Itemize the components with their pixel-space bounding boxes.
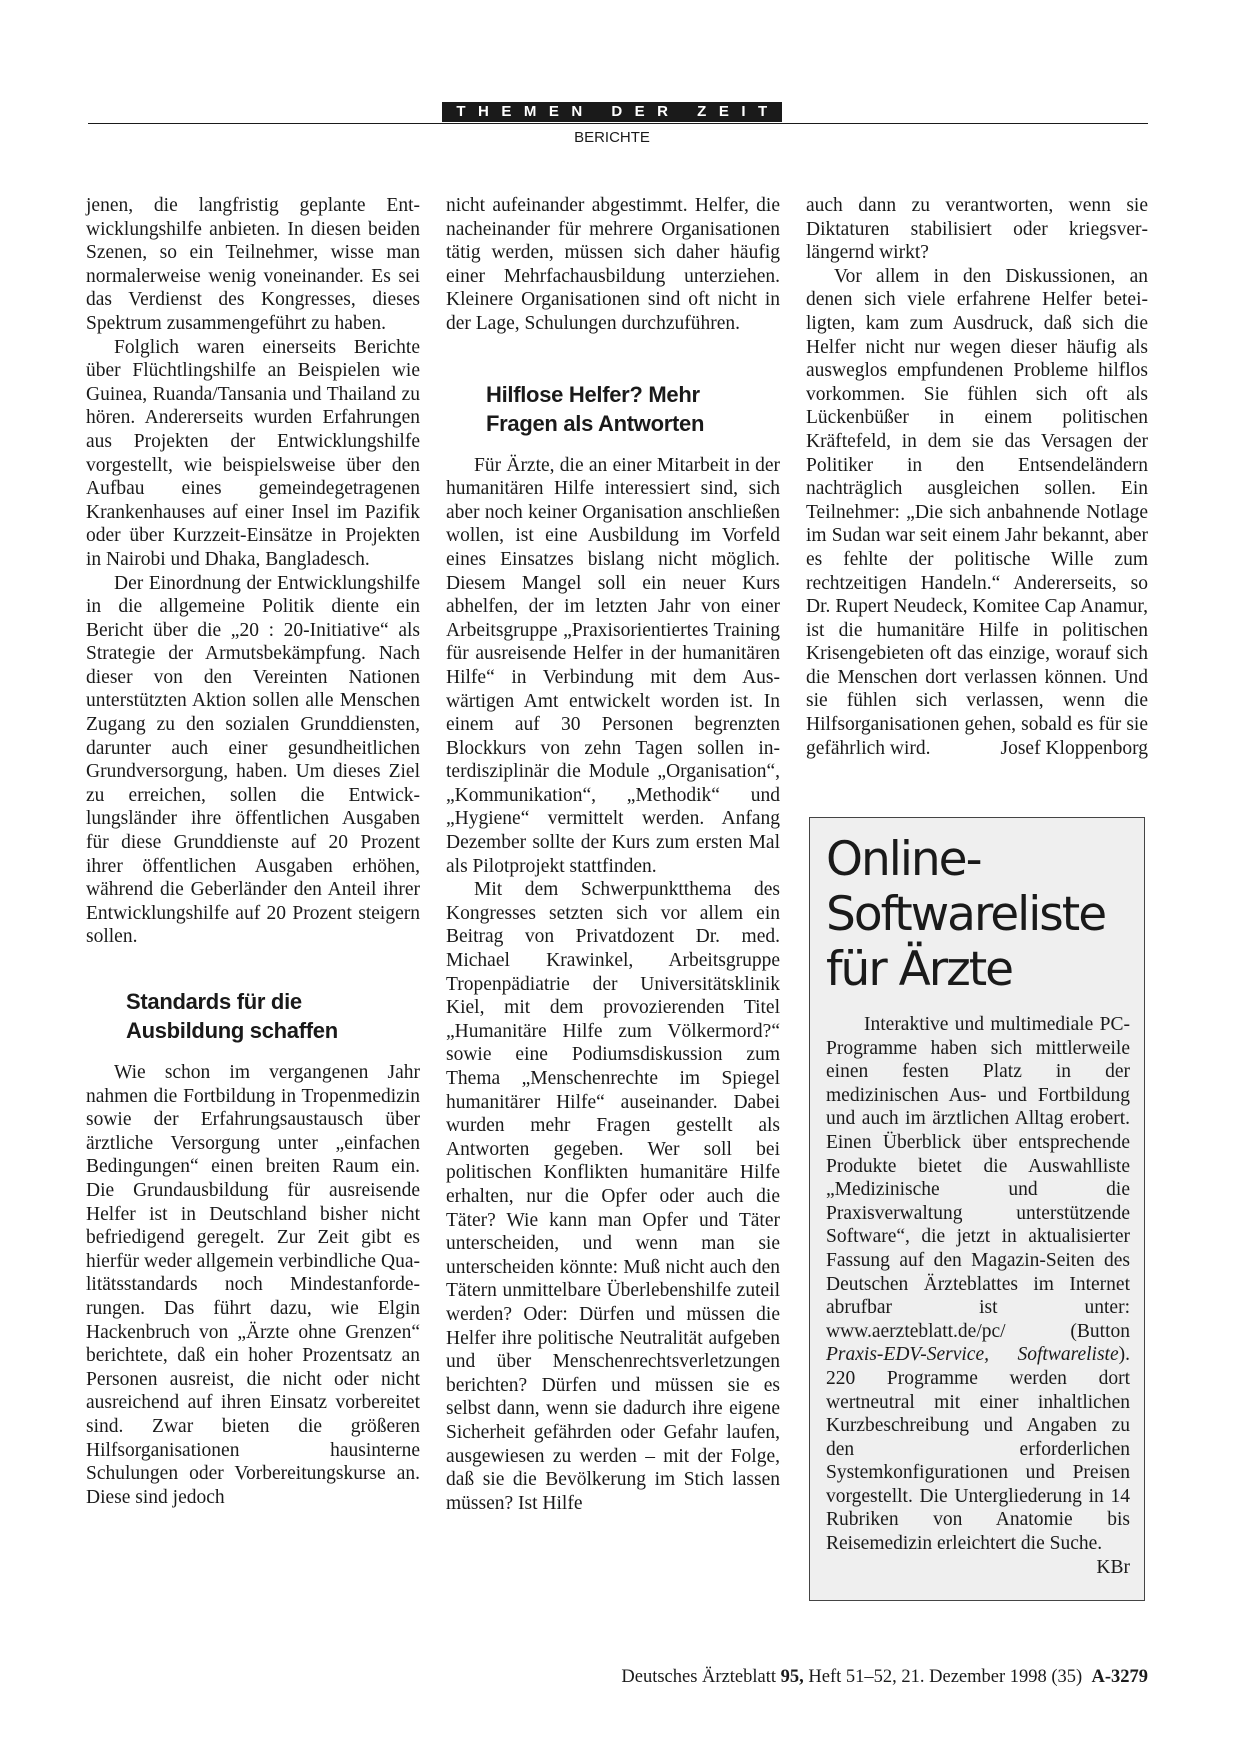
volume-number: 95, (780, 1667, 804, 1687)
author-signature: Josef Kloppenborg (1000, 737, 1148, 759)
box-title-line: für Ärzte (826, 942, 1013, 997)
box-author: KBr (1096, 1556, 1130, 1578)
column-1 (86, 194, 420, 1509)
paragraph-text: Vor allem in den Diskussionen, an denen sich viele erfahrene Helfer beteiligten, kam zum Ausdruck, daß sich die Helfer nicht nur wegen dieser häufig als ausweglos empfundenen Probleme hilflos vorkommen. Sie fühlen sich oft als Lückenbüßer in einem politischen Kräftefeld, in dem sie das Versagen der Politiker in den Entsendeländern nachträglich ausgleichen sollen. Ein Teilnehmer: „Die sich anbahnende Notlage im Sudan war seit einem Jahr bekannt, aber es fehlte der politische Wille zum rechtzeitigen Handeln.“ Andererseits, so Dr. Rupert Neudeck, Komitee Cap Anamur, ist die humanitäre Hilfe in politischen Krisengebieten oft das einzige, worauf sich die Menschen dort verlassen können. Und sie fühlen sich verlassen, wenn die Hilfsorganisationen gehen, sobald es für sie gefährlich wird. (806, 265, 1148, 759)
paragraph: Wie schon im vergangenen Jahr nahmen die Fortbildung in Tropenmedizin sowie der Erfahrungsaustausch über ärztliche Versorgung unter „einfachen Bedingungen“ einen breiten Raum ein. Die Grundausbildung für ausreisende Helfer ist in Deutschland bisher nicht befriedigend geregelt. Zur Zeit gibt es hierfür weder allgemein verbindliche Qualitätsstandards noch Mindestanforderungen. Das führt dazu, wie Elgin Hackenbruch von „Ärzte ohne Grenzen“ berichtete, daß ein hoher Prozentsatz an Personen ausreist, die nicht oder nicht ausreichend auf ihren Einsatz vorbereitet sind. Zwar bieten die größeren Hilfsorganisationen hausinterne Schulungen oder Vorbereitungskurse an. Diese sind jedoch (86, 1062, 420, 1508)
paragraph: Folglich waren einerseits Berichte über Flüchtlingshilfe an Beispielen wie Guinea, Ruanda/Tansania und Thailand zu hören. Andererseits wurden Erfahrungen aus Projekten der Entwicklungshilfe vorgestellt, wie beispielsweise über den Aufbau eines gemeindegetragenen Krankenhauses auf einer Insel im Pazifik oder über Kurzzeit-Einsätze in Projekten in Nairobi und Dhaka, Bangladesch. (86, 336, 420, 570)
box-text-italic: Praxis-EDV-Service, Softwareliste (826, 1344, 1119, 1366)
box-title-line: Online- (826, 832, 981, 887)
paragraph: Der Einordnung der Entwicklungshilfe in die allgemeine Politik diente ein Bericht über die „20 : 20-Initiative“ als Strategie der Armutsbekämpfung. Nach dieser von den Vereinten Nationen unterstützten Aktion sollen alle Menschen Zugang zu den sozialen Grunddiensten, darunter auch einer gesundheitlichen Grundversorgung, haben. Um dieses Ziel zu erreichen, sollen die Entwicklungsländer ihre öffentlichen Ausgaben für diese Grunddienste auf 20 Prozent ihrer öffentlichen Ausgaben erhöhen, während die Geberländer den Anteil ihrer Entwicklungshilfe auf 20 Prozent steigern sollen. (86, 572, 420, 948)
issue-date: Heft 51–52, 21. Dezember 1998 (35) (808, 1667, 1083, 1687)
column-3 (806, 194, 1148, 760)
subheading-hilflose-helfer (486, 380, 780, 438)
paragraph (806, 265, 1148, 760)
info-box-software-list (809, 817, 1145, 1601)
subheading-line: Standards für die (126, 989, 302, 1014)
subheading-line: Ausbildung schaffen (126, 1018, 338, 1043)
paragraph: jenen, die langfristig geplante Entwicklungshilfe anbieten. In diesen beiden Szenen, so ein Teilnehmer, wisse man normalerweise wenig voneinander. Es sei das Verdienst des Kongresses, dieses Spektrum zusammengeführt zu haben. (86, 195, 420, 334)
box-title-line: Softwareliste (826, 887, 1106, 942)
paragraph: nicht aufeinander abgestimmt. Helfer, die nacheinander für mehrere Organisationen tätig werden, müssen sich daher häufig einer Mehrfachausbildung unterziehen. Kleinere Organisationen sind oft nicht in der Lage, Schulungen durchzuführen. (446, 195, 780, 334)
subheading-line: Hilflose Helfer? Mehr (486, 381, 700, 407)
section-header: THEMEN DER ZEIT (442, 102, 782, 122)
column-2 (446, 194, 780, 1515)
paragraph: Für Ärzte, die an einer Mitarbeit in der humanitären Hilfe interessiert sind, sich aber noch keiner Organisation anschließen wollen, ist eine Ausbildung im Vorfeld eines Einsatzes bislang nicht möglich. Diesem Mangel soll ein neuer Kurs abhelfen, der im letzten Jahr von einer Arbeitsgruppe „Praxisorientiertes Training für ausreisende Helfer in der humanitären Hilfe“ in Verbindung mit dem Auswärtigen Amt entwickelt worden ist. In einem auf 30 Personen begrenzten Blockkurs von zehn Tagen sollen interdisziplinär die Module „Organisation“, „Kommunikation“, „Methodik“ und „Hygiene“ vermittelt werden. Anfang Dezember sollte der Kurs zum ersten Mal als Pilotprojekt stattfinden. (446, 454, 780, 877)
subheading-standards (126, 987, 420, 1045)
header-rule (88, 123, 1148, 124)
page-number: A-3279 (1091, 1667, 1148, 1687)
box-text (826, 1013, 1130, 1578)
box-text-part: ). 220 Programme werden dort wertneutral mit einer inhaltlichen Kurzbeschreibung und Angaben zu den erforderlichen Systemkonfigurationen und Preisen vorgestellt. Die Untergliederung in 14 Rubriken von Anatomie bis Reisemedizin erleichtert die Suche. (826, 1344, 1130, 1555)
box-text-part: Interaktive und multimediale PC-Programme haben sich mittlerweile einen festen Platz in der medizinischen Aus- und Fortbildung und auch im ärztlichen Alltag erobert. Einen Überblick über entsprechende Produkte bietet die Auswahlliste „Medizinische und die Praxisverwaltung unterstützende Software“, die jetzt in aktualisierter Fassung auf den Magazin-Seiten des Deutschen Ärzteblattes im Internet abrufbar ist unter: www.aerzteblatt.de/pc/ (Button (826, 1014, 1130, 1342)
paragraph: auch dann zu verantworten, wenn sie Diktaturen stabilisiert oder kriegsverlängernd wirkt? (806, 195, 1148, 264)
page-footer (520, 1666, 1148, 1688)
journal-name: Deutsches Ärzteblatt (621, 1667, 777, 1687)
paragraph: Mit dem Schwerpunktthema des Kongresses setzten sich vor allem ein Beitrag von Privatdozent Dr. med. Michael Krawinkel, Arbeitsgruppe Tropenpädiatrie der Universitätsklinik Kiel, mit dem provozierenden Titel „Humanitäre Hilfe zum Völkermord?“ sowie eine Podiumsdiskussion zum Thema „Menschenrechte im Spiegel humanitärer Hilfe“ auseinander. Dabei wurden mehr Fragen gestellt als Antworten gegeben. Wer soll bei politischen Konflikten humanitäre Hilfe erhalten, nur die Opfer oder auch die Täter? Wie kann man Opfer und Täter unterscheiden, und wenn man sie unterscheiden könnte: Muß nicht auch den Tätern unmittelbare Überlebenshilfe zuteil werden? Oder: Dürfen und müssen die Helfer ihre politische Neutralität aufgeben und über Menschenrechtsverletzungen berichten? Dürfen und müssen sie es selbst dann, wenn sie dadurch ihre eigene Sicherheit gefährden oder Gefahr laufen, ausgewiesen zu werden – mit der Folge, daß sie die Bevölkerung im Stich lassen müssen? Ist Hilfe (446, 879, 780, 1514)
box-title (826, 832, 1130, 997)
subsection-label: BERICHTE (574, 129, 650, 146)
subheading-line: Fragen als Antworten (486, 410, 705, 436)
